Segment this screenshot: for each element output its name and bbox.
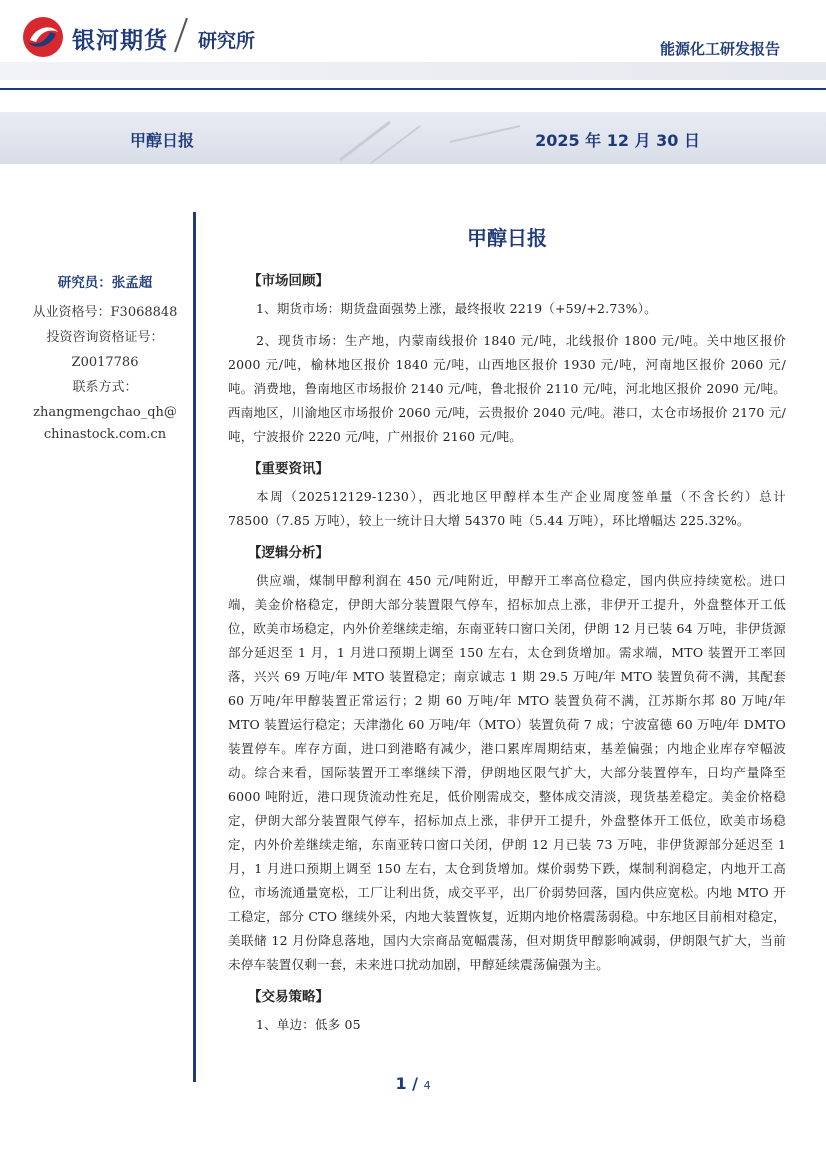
consult-label: 投资咨询资格证号：: [46, 330, 164, 345]
paragraph-news: 本周（202512129-1230），西北地区甲醇样本生产企业周度签单量（不含长约）总计 78500（7.85 万吨），较上一统计日大增 54370 吨（5.44 万吨），环比增幅达 225.32%。: [228, 489, 786, 528]
sidebar-divider: [193, 212, 196, 1082]
contact-label: 联系方式：: [72, 380, 138, 395]
company-logo-icon: [22, 16, 64, 58]
page-header: [0, 0, 826, 80]
paragraph-futures-market: 1、期货市场：期货盘面强势上涨，最终报收 2219（+59/+2.73%）。: [256, 301, 657, 316]
paragraph-strategy: 1、单边：低多 05: [256, 1017, 361, 1032]
company-name: 银河期货: [72, 28, 168, 54]
qualification-number: 从业资格号：F3068848: [32, 305, 178, 320]
header-divider: [0, 88, 826, 90]
page-current: 1: [395, 1074, 407, 1093]
paragraph-spot-market: 2、现货市场：生产地，内蒙南线报价 1840 元/吨，北线报价 1800 元/吨。关中地区报价 2000 元/吨，榆林地区报价 1840 元/吨，山西地区报价 1930 元/吨，河南地区报价 2060 元/吨。消费地，鲁南地区市场报价 2140 元/吨，鲁北报价 2110 元/吨，河北地区报价 2090 元/吨。 西南地区，川渝地区市场报价 2060 元/吨，云贵报价 2040 元/吨。港口，太仓市场报价 2170 元/吨，宁波报价 2220 元/吨，广州报价 2160 元/吨。: [228, 333, 786, 444]
paragraph-analysis: 供应端，煤制甲醇利润在 450 元/吨附近，甲醇开工率高位稳定，国内供应持续宽松。进口端，美金价格稳定，伊朗大部分装置限气停车，招标加点上涨，非伊开工提升，外盘整体开工低位，欧美市场稳定，内外价差继续走缩，东南亚转口窗口关闭，伊朗 12 月已装 64 万吨，非伊货源部分延迟至 1 月，1 月进口预期上调至 150 左右，太仓到货增加。需求端，MTO 装置开工率回落，兴兴 69 万吨/年 MTO 装置稳定；南京诚志 1 期 29.5 万吨/年 MTO 装置负荷不满，其配套 60 万吨/年甲醇装置正常运行；2 期 60 万吨/年 MTO 装置负荷不满，江苏斯尔邦 80 万吨/年 MTO 装置运行稳定；天津渤化 60 万吨/年（MTO）装置负荷 7 成；宁波富德 60 万吨/年 DMTO 装置停车。库存方面，进口到港略有减少，港口累库周期结束，基差偏强；内地企业库存窄幅波动。综合来看，国际装置开工率继续下滑，伊朗地区限气扩大，大部分装置停车，日均产量降至 6000 吨附近，港口现货流动性充足，低价刚需成交，整体成交清淡，现货基差稳定。美金价格稳定，伊朗大部分装置限气停车，招标加点上涨，非伊开工提升，外盘整体开工低位，欧美市场稳定，内外价差继续走缩，东南亚转口窗口关闭，伊朗 12 月已装 73 万吨，非伊货源部分延迟至 1 月，1 月进口预期上调至 150 左右，太仓到货增加。煤价弱势下跌，煤制利润稳定，内地开工高位，市场流通量宽松，工厂让利出货，成交平平，出厂价弱势回落，国内供应宽松。内地 MTO 开工稳定，部分 CTO 继续外采，内地大装置恢复，近期内地价格震荡弱稳。中东地区目前相对稳定，美联储 12 月份降息落地，国内大宗商品宽幅震荡，但对期货甲醇影响减弱，伊朗限气扩大，当前未停车装置仅剩一套，未来进口扰动加剧，甲醇延续震荡偏强为主。: [228, 573, 786, 972]
section-heading-trading-strategy: 【交易策略】: [248, 989, 329, 1005]
page-number: [0, 1074, 826, 1093]
report-date: 2025 年 12 月 30 日: [535, 131, 700, 150]
report-body: [228, 222, 786, 1045]
banner-title: 甲醇日报: [130, 131, 195, 150]
section-heading-important-news: 【重要资讯】: [248, 461, 329, 477]
document-title: 甲醇日报: [467, 226, 547, 250]
contact-email-line2: chinastock.com.cn: [43, 427, 167, 442]
contact-email-line1: zhangmengchao_qh@: [33, 405, 177, 420]
section-heading-logic-analysis: 【逻辑分析】: [248, 545, 329, 561]
page-separator: /: [406, 1074, 424, 1093]
section-heading-market-review: 【市场回顾】: [248, 273, 329, 289]
department-name: 研究所: [198, 30, 256, 52]
title-banner: [0, 112, 826, 164]
analyst-sidebar: [30, 272, 180, 446]
header-band: [0, 62, 826, 80]
consult-number: Z0017786: [71, 355, 139, 370]
banner-decoration-icon: [330, 112, 530, 164]
page-total: 4: [423, 1079, 431, 1092]
analyst-name: 研究员：张孟超: [57, 275, 153, 291]
report-type-label: 能源化工研发报告: [659, 40, 780, 58]
separator-slash-icon: [172, 16, 190, 54]
